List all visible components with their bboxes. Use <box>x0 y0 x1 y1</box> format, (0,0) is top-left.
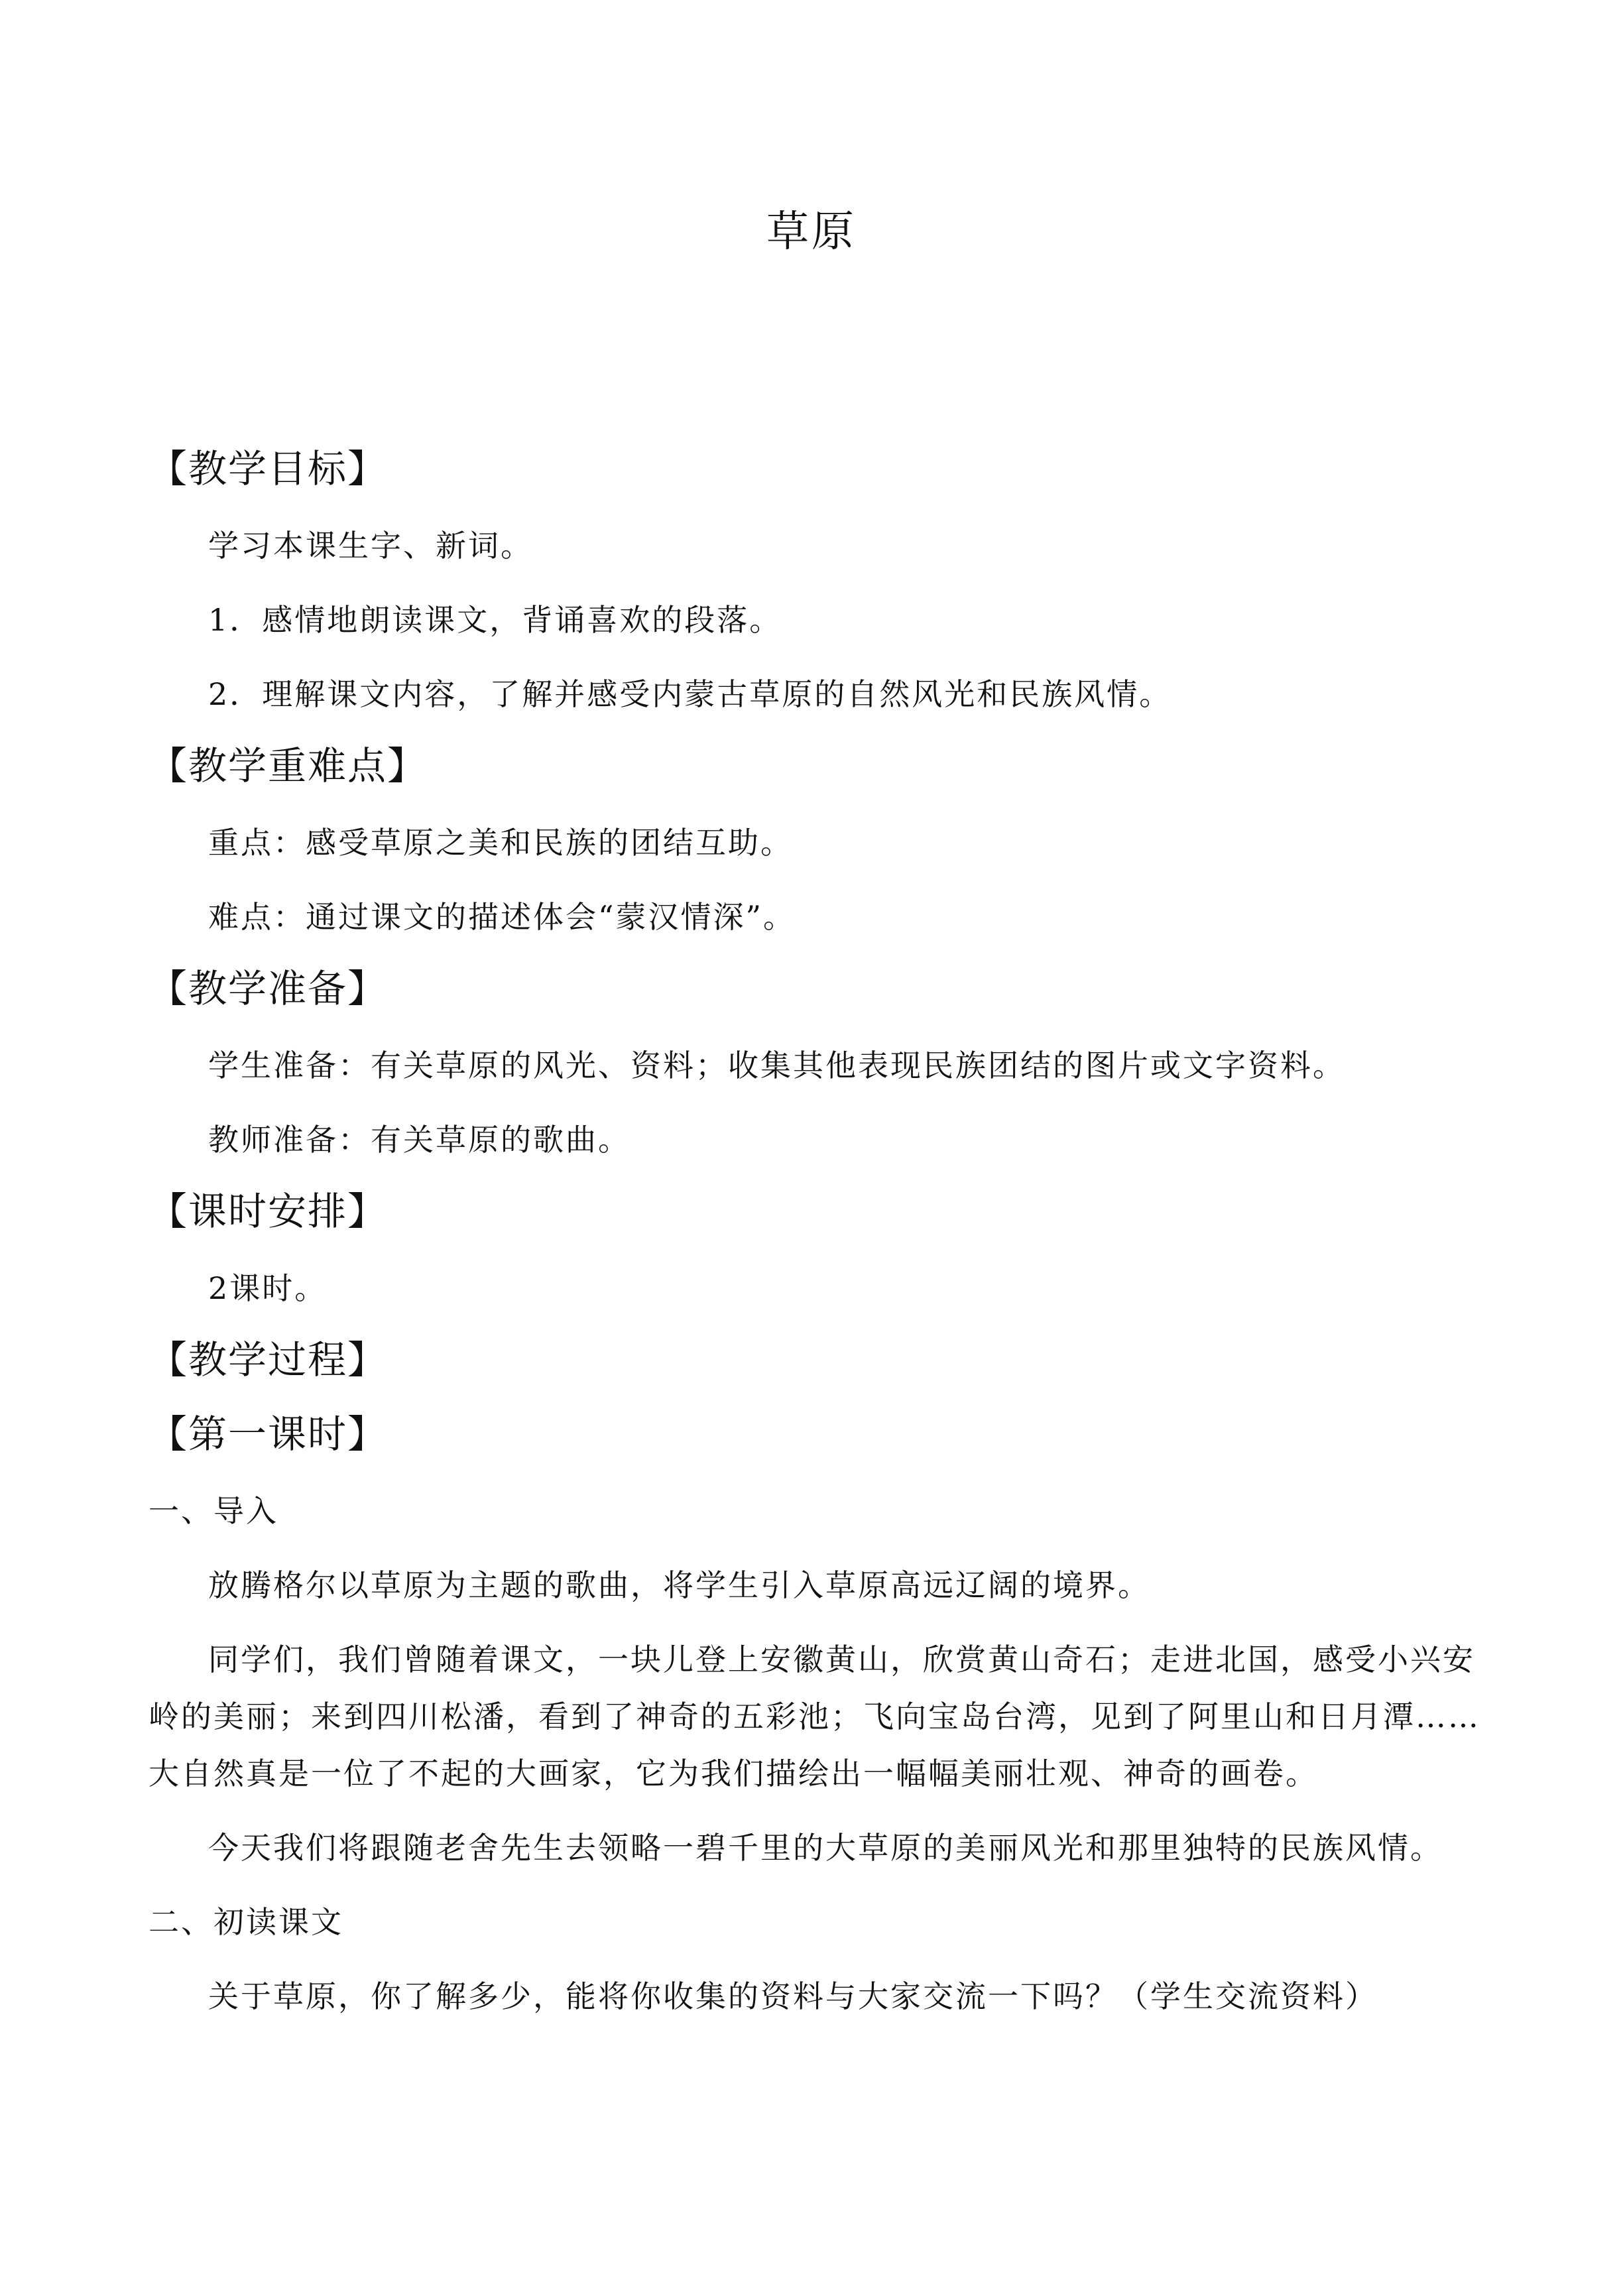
schedule-item: 2课时。 <box>208 1270 328 1306</box>
key-point-item: 重点：感受草原之美和民族的团结互助。 <box>208 825 793 861</box>
section-heading-intro: 一、导入 <box>149 1493 278 1529</box>
objective-item: 学习本课生字、新词。 <box>208 528 533 564</box>
heading-preparation: 【教学准备】 <box>149 966 388 1011</box>
first-reading-paragraph-1: 关于草原，你了解多少，能将你收集的资料与大家交流一下吗？（学生交流资料） <box>208 1978 1378 2014</box>
preparation-item: 教师准备：有关草原的歌曲。 <box>208 1122 631 1158</box>
heading-objectives: 【教学目标】 <box>149 446 388 491</box>
intro-paragraph-2-line-1: 同学们，我们曾随着课文，一块儿登上安徽黄山，欣赏黄山奇石；走进北国，感受小兴安 <box>208 1642 1475 1677</box>
heading-key-points: 【教学重难点】 <box>149 743 428 788</box>
section-heading-first-reading: 二、初读课文 <box>149 1904 343 1940</box>
objective-item: 1．感情地朗读课文，背诵喜欢的段落。 <box>208 602 782 638</box>
intro-paragraph-2-line-3: 大自然真是一位了不起的大画家，它为我们描绘出一幅幅美丽壮观、神奇的画卷。 <box>149 1756 1318 1791</box>
intro-paragraph-2-line-2: 岭的美丽；来到四川松潘，看到了神奇的五彩池；飞向宝岛台湾，见到了阿里山和日月潭…… <box>149 1699 1480 1734</box>
intro-paragraph-1: 放腾格尔以草原为主题的歌曲，将学生引入草原高远辽阔的境界。 <box>208 1567 1150 1603</box>
preparation-item: 学生准备：有关草原的风光、资料；收集其他表现民族团结的图片或文字资料。 <box>208 1048 1345 1083</box>
intro-paragraph-3: 今天我们将跟随老舍先生去领略一碧千里的大草原的美丽风光和那里独特的民族风情。 <box>208 1830 1443 1866</box>
key-point-item: 难点：通过课文的描述体会“蒙汉情深”。 <box>208 899 796 935</box>
document-title: 草原 <box>766 208 857 257</box>
heading-process: 【教学过程】 <box>149 1337 388 1382</box>
heading-schedule: 【课时安排】 <box>149 1189 388 1234</box>
heading-lesson-1: 【第一课时】 <box>149 1412 388 1457</box>
objective-item: 2．理解课文内容，了解并感受内蒙古草原的自然风光和民族风情。 <box>208 676 1172 712</box>
